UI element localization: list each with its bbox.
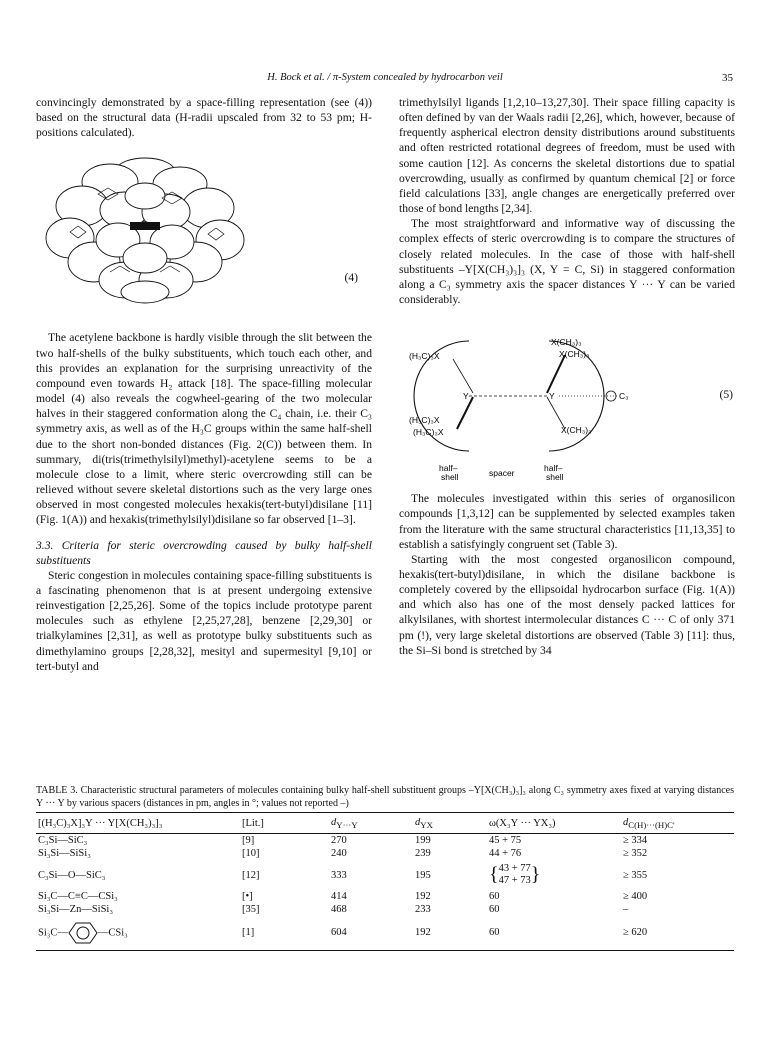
fig5-half-shell-left-caption: half– shell <box>439 463 459 483</box>
fig5-right-top-group-1: X(CH₃)₃ <box>551 337 582 348</box>
fig5-half-shell-right-caption: half– shell <box>544 463 564 483</box>
section-heading-3-3: 3.3. Criteria for steric overcrowding caused by bulky half-shell substituents <box>36 538 372 567</box>
table-header-dyx: $d_{YX}$ <box>415 817 433 831</box>
cell-dyy: 333 <box>331 869 347 881</box>
left-paragraph-1: convincingly demonstrated by a space-filling representation (see (4)) based on the structural data (H-radii upscaled from 32 to 53 pm; H-positions calculated). <box>36 96 372 140</box>
left-column <box>36 95 372 674</box>
running-title: H. Bock et al. / π-System concealed by hydrocarbon veil <box>267 72 503 83</box>
table-header-lit: [Lit.] <box>242 818 264 830</box>
cell-omega: {43 + 77 47 + 73} <box>489 863 541 887</box>
space-filling-model-figure <box>40 154 250 304</box>
table-row <box>36 847 734 860</box>
compound-left-part: Si₃C— <box>38 927 68 939</box>
table-header-row <box>36 813 734 834</box>
omega-value-b: 47 + 73 <box>498 875 531 887</box>
cell-compound: Si₃Si—Zn—SiSi₃ <box>38 904 114 916</box>
cell-dcc: ≥ 400 <box>623 891 648 903</box>
right-paragraph-3: The molecules investigated within this series of organosilicon compounds [1,3,12] can be supplemented by selected examples taken from the literature with the same structural characteristics [11,13,35] to establish a satisfyingly congruent set (Table 3). <box>399 492 735 551</box>
cell-dyy: 604 <box>331 927 347 939</box>
cell-dyy: 270 <box>331 835 347 847</box>
fig5-right-bot-group: X(CH₃)₃ <box>561 425 592 436</box>
fig5-right-top-group-2: X(CH₃)₃ <box>559 349 590 360</box>
table-header-dcc: $d_{C(H)\cdot\cdot\cdot(H)C'}$ <box>623 817 675 831</box>
cell-dyx: 195 <box>415 869 431 881</box>
cell-dyx: 192 <box>415 927 431 939</box>
fig5-atom-y-left: Y <box>463 391 469 402</box>
cell-omega: 60 <box>489 891 500 903</box>
table-row <box>36 916 734 950</box>
cell-lit: [35] <box>242 904 260 916</box>
cell-compound: C₃Si—SiC₃ <box>38 835 88 847</box>
cell-lit: [1] <box>242 927 255 939</box>
fig5-spacer-caption: spacer <box>489 468 515 479</box>
right-paragraph-1: trimethylsilyl ligands [1,2,10–13,27,30]. Their space filling capacity is often defined by van der Waals radii [2,26], which, however, because of frequently aspherical electron density distributions around substituents and often restricted rotational degrees of freedom, must be used with some caution [12]. As concerns the skeletal distortions due to spatial overcrowding, usually as confirmed by quantum chemical [2] or force field calculations [33], angle changes are energetically preferred over those of bond lengths [2,34]. <box>399 96 735 216</box>
cell-omega: 60 <box>489 927 500 939</box>
table-header-compound: [(H₃C)₃X]₃Y ··· Y[X(CH₃)₃]₃ <box>38 818 163 830</box>
left-paragraph-3: Steric congestion in molecules containing space-filling substituents is a fascinating phenomenon that is at present undergoing extensive reinvestigation [2,25,26]. Some of the topics include prototype parent molecules such as ethylene [2,25,27,28], benzene [2,29,30] or trialkylamines [2,31], as well as prototype bulky substituents such as dimethylamino groups [2,28,32], mesityl and supermesityl [9,10] or tert-butyl and <box>36 568 372 673</box>
cell-omega: 45 + 75 <box>489 835 522 847</box>
cell-dyy: 414 <box>331 891 347 903</box>
fig5-left-top-group: (H₃C)₃X <box>409 351 440 362</box>
compound-right-part: —CSi₃ <box>97 927 128 939</box>
cell-dyx: 192 <box>415 891 431 903</box>
cell-dyy: 240 <box>331 848 347 860</box>
table-3 <box>36 812 734 951</box>
cell-dyx: 239 <box>415 848 431 860</box>
fig5-left-bot-group: (H₃C)₃X <box>413 427 444 438</box>
table-row <box>36 903 734 916</box>
table-row <box>36 860 734 890</box>
cell-dyx: 199 <box>415 835 431 847</box>
cell-omega: 60 <box>489 904 500 916</box>
cell-dcc: – <box>623 904 629 916</box>
right-paragraph-4: Starting with the most congested organosilicon compound, hexakis(tert-butyl)disilane, in which the disilane backbone is completely covered by the ellipsoidal hydrocarbon surface (Fig. 1(A)) and which also has one of the most densely packed lattices for alkylsilanes, with shortest intermolecular distances C ··· C of only 371 pm (!), very large skeletal distortions are observed (Table 3) [11]: thus, the Si–Si bond is stretched by 34 <box>399 552 735 657</box>
page-number: 35 <box>722 72 733 84</box>
cell-compound <box>36 916 240 950</box>
cell-lit: [10] <box>242 848 260 860</box>
benzene-ring-icon <box>68 921 98 945</box>
right-column <box>399 95 735 658</box>
table-row <box>36 890 734 903</box>
figure-5-block <box>399 321 735 491</box>
cell-dyx: 233 <box>415 904 431 916</box>
cell-lit: [9] <box>242 835 255 847</box>
figure-4-label: (4) <box>344 271 358 285</box>
cell-dcc: ≥ 355 <box>623 869 648 881</box>
figure-4-block <box>36 140 372 330</box>
fig5-atom-y-right: Y <box>549 391 555 402</box>
fig5-c3-axis-label: C₃ <box>619 391 629 402</box>
cell-compound: Si₃Si—SiSi₃ <box>38 848 91 860</box>
table-3-caption: TABLE 3. Characteristic structural parameters of molecules containing bulky half-shell substituent groups –Y[X(CH₃)₃]₃ along C₃ symmetry axes fixed at varying distances Y ··· Y by various spacers (distances in pm, angles in °; values not reported –) <box>36 785 734 809</box>
cell-dyy: 468 <box>331 904 347 916</box>
running-head <box>36 72 734 83</box>
cell-lit: [•] <box>242 891 253 903</box>
right-paragraph-2: The most straightforward and informative way of discussing the complex effects of steric overcrowding is to compare the structures of closely related molecules. In the case of those with half-shell substituents –Y[X(CH₃)₃]₃ (X, Y = C, Si) in staggered conformation along a C₃ symmetry axis the spacer distances Y ··· Y can be varied considerably. <box>399 217 735 307</box>
table-row <box>36 834 734 848</box>
cell-compound: Si₃C—C≡C—CSi₃ <box>38 891 118 903</box>
omega-value-a: 43 + 77 <box>498 863 531 875</box>
cell-dcc: ≥ 334 <box>623 835 648 847</box>
table-header-omega: ω(X₃Y ··· YX₃) <box>489 818 556 830</box>
figure-5-label: (5) <box>719 388 733 402</box>
cell-dcc: ≥ 352 <box>623 848 648 860</box>
cell-dcc: ≥ 620 <box>623 927 648 939</box>
cell-compound: C₃Si—O—SiC₃ <box>38 869 106 881</box>
fig5-left-mid-group: (H₃C)₃X <box>409 415 440 426</box>
half-shell-spacer-diagram <box>399 321 699 491</box>
table-header-dyy: $d_{Y\cdot\cdot\cdot Y}$ <box>331 817 358 831</box>
left-paragraph-2: The acetylene backbone is hardly visible through the slit between the two half-shells of the bulky substituents, which touch each other, and this provides an explanation for the surprising unreactivity of the compound even towards H₂ attack [18]. The space-filling molecular model (4) also reveals the cogwheel-gearing of the two molecular halves in their staggered conformation along the C₄ chain, i.e. their C₃ symmetry axis, as well as of the H₃C groups within the same half-shell due to the short non-bonded distances (Fig. 2(C)) between them. In summary, di(tris(trimethylsilyl)methyl)-acetylene seems to be a molecule close to a limit, where steric overcrowding still can be relieved without severe skeletal distortions such as the very large ones observed in most congested molecules hexakis(tert-butyl)disilane [11] (Fig. 1(A)) and hexakis(trimethylsilyl)disilane so far observed [1–3]. <box>36 331 372 527</box>
cell-lit: [12] <box>242 869 260 881</box>
cell-omega: 44 + 76 <box>489 848 522 860</box>
